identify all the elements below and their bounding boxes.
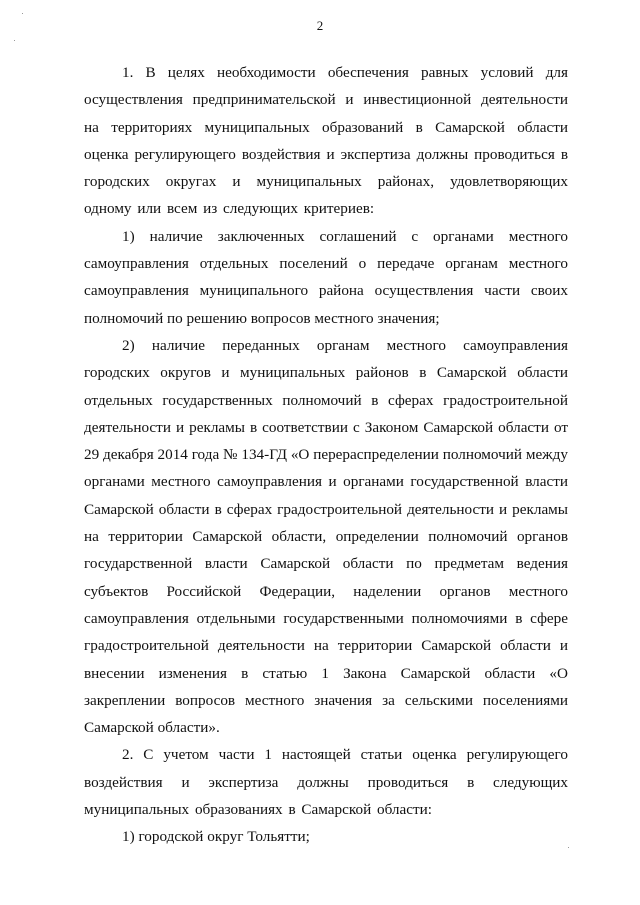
document-body bbox=[84, 59, 568, 851]
paragraph-criterion-2: 2) наличие переданных органам местного самоуправления городских округов и муниципальных районов в Самарской области отдельных государственных полномочий в сферах градостроительной деятельности и рекламы в соответствии с Законом Самарской области от 29 декабря 2014 года № 134-ГД «О перераспределении полномочий между органами местного самоуправления и органами государственной власти Самарской области в сферах градостроительной деятельности и рекламы на территории Самарской области, определении полномочий органов государственной власти Самарской области по предметам ведения субъектов Российской Федерации, наделении органов местного самоуправления отдельными государственными полномочиями в сфере градостроительной деятельности на территории Самарской области и внесении изменения в статью 1 Закона Самарской области «О закреплении вопросов местного значения за сельскими поселениями Самарской области». bbox=[84, 336, 568, 737]
scan-speck bbox=[22, 13, 23, 14]
paragraph-article-part-2: 2. С учетом части 1 настоящей статьи оценка регулирующего воздействия и экспертиза должны проводиться в следующих муниципальных образованиях в Самарской области: bbox=[84, 746, 568, 819]
paragraph-list-item-1: 1) городской округ Тольятти; bbox=[122, 828, 310, 846]
scan-speck bbox=[568, 847, 569, 848]
scan-speck bbox=[14, 40, 15, 41]
page-number: 2 bbox=[316, 18, 324, 33]
paragraph-article-part-1: 1. В целях необходимости обеспечения равных условий для осуществления предпринимательской и инвестиционной деятельности на территориях муниципальных образований в Самарской области оценка регулирующего воздействия и экспертиза должны проводиться в городских округах и муниципальных районах, удовлетворяющих одному или всем из следующих критериев: bbox=[84, 64, 568, 218]
paragraph-criterion-1: 1) наличие заключенных соглашений с органами местного самоуправления отдельных поселений о передаче органам местного самоуправления муниципального района осуществления части своих полномочий по решению вопросов местного значения; bbox=[84, 227, 568, 327]
